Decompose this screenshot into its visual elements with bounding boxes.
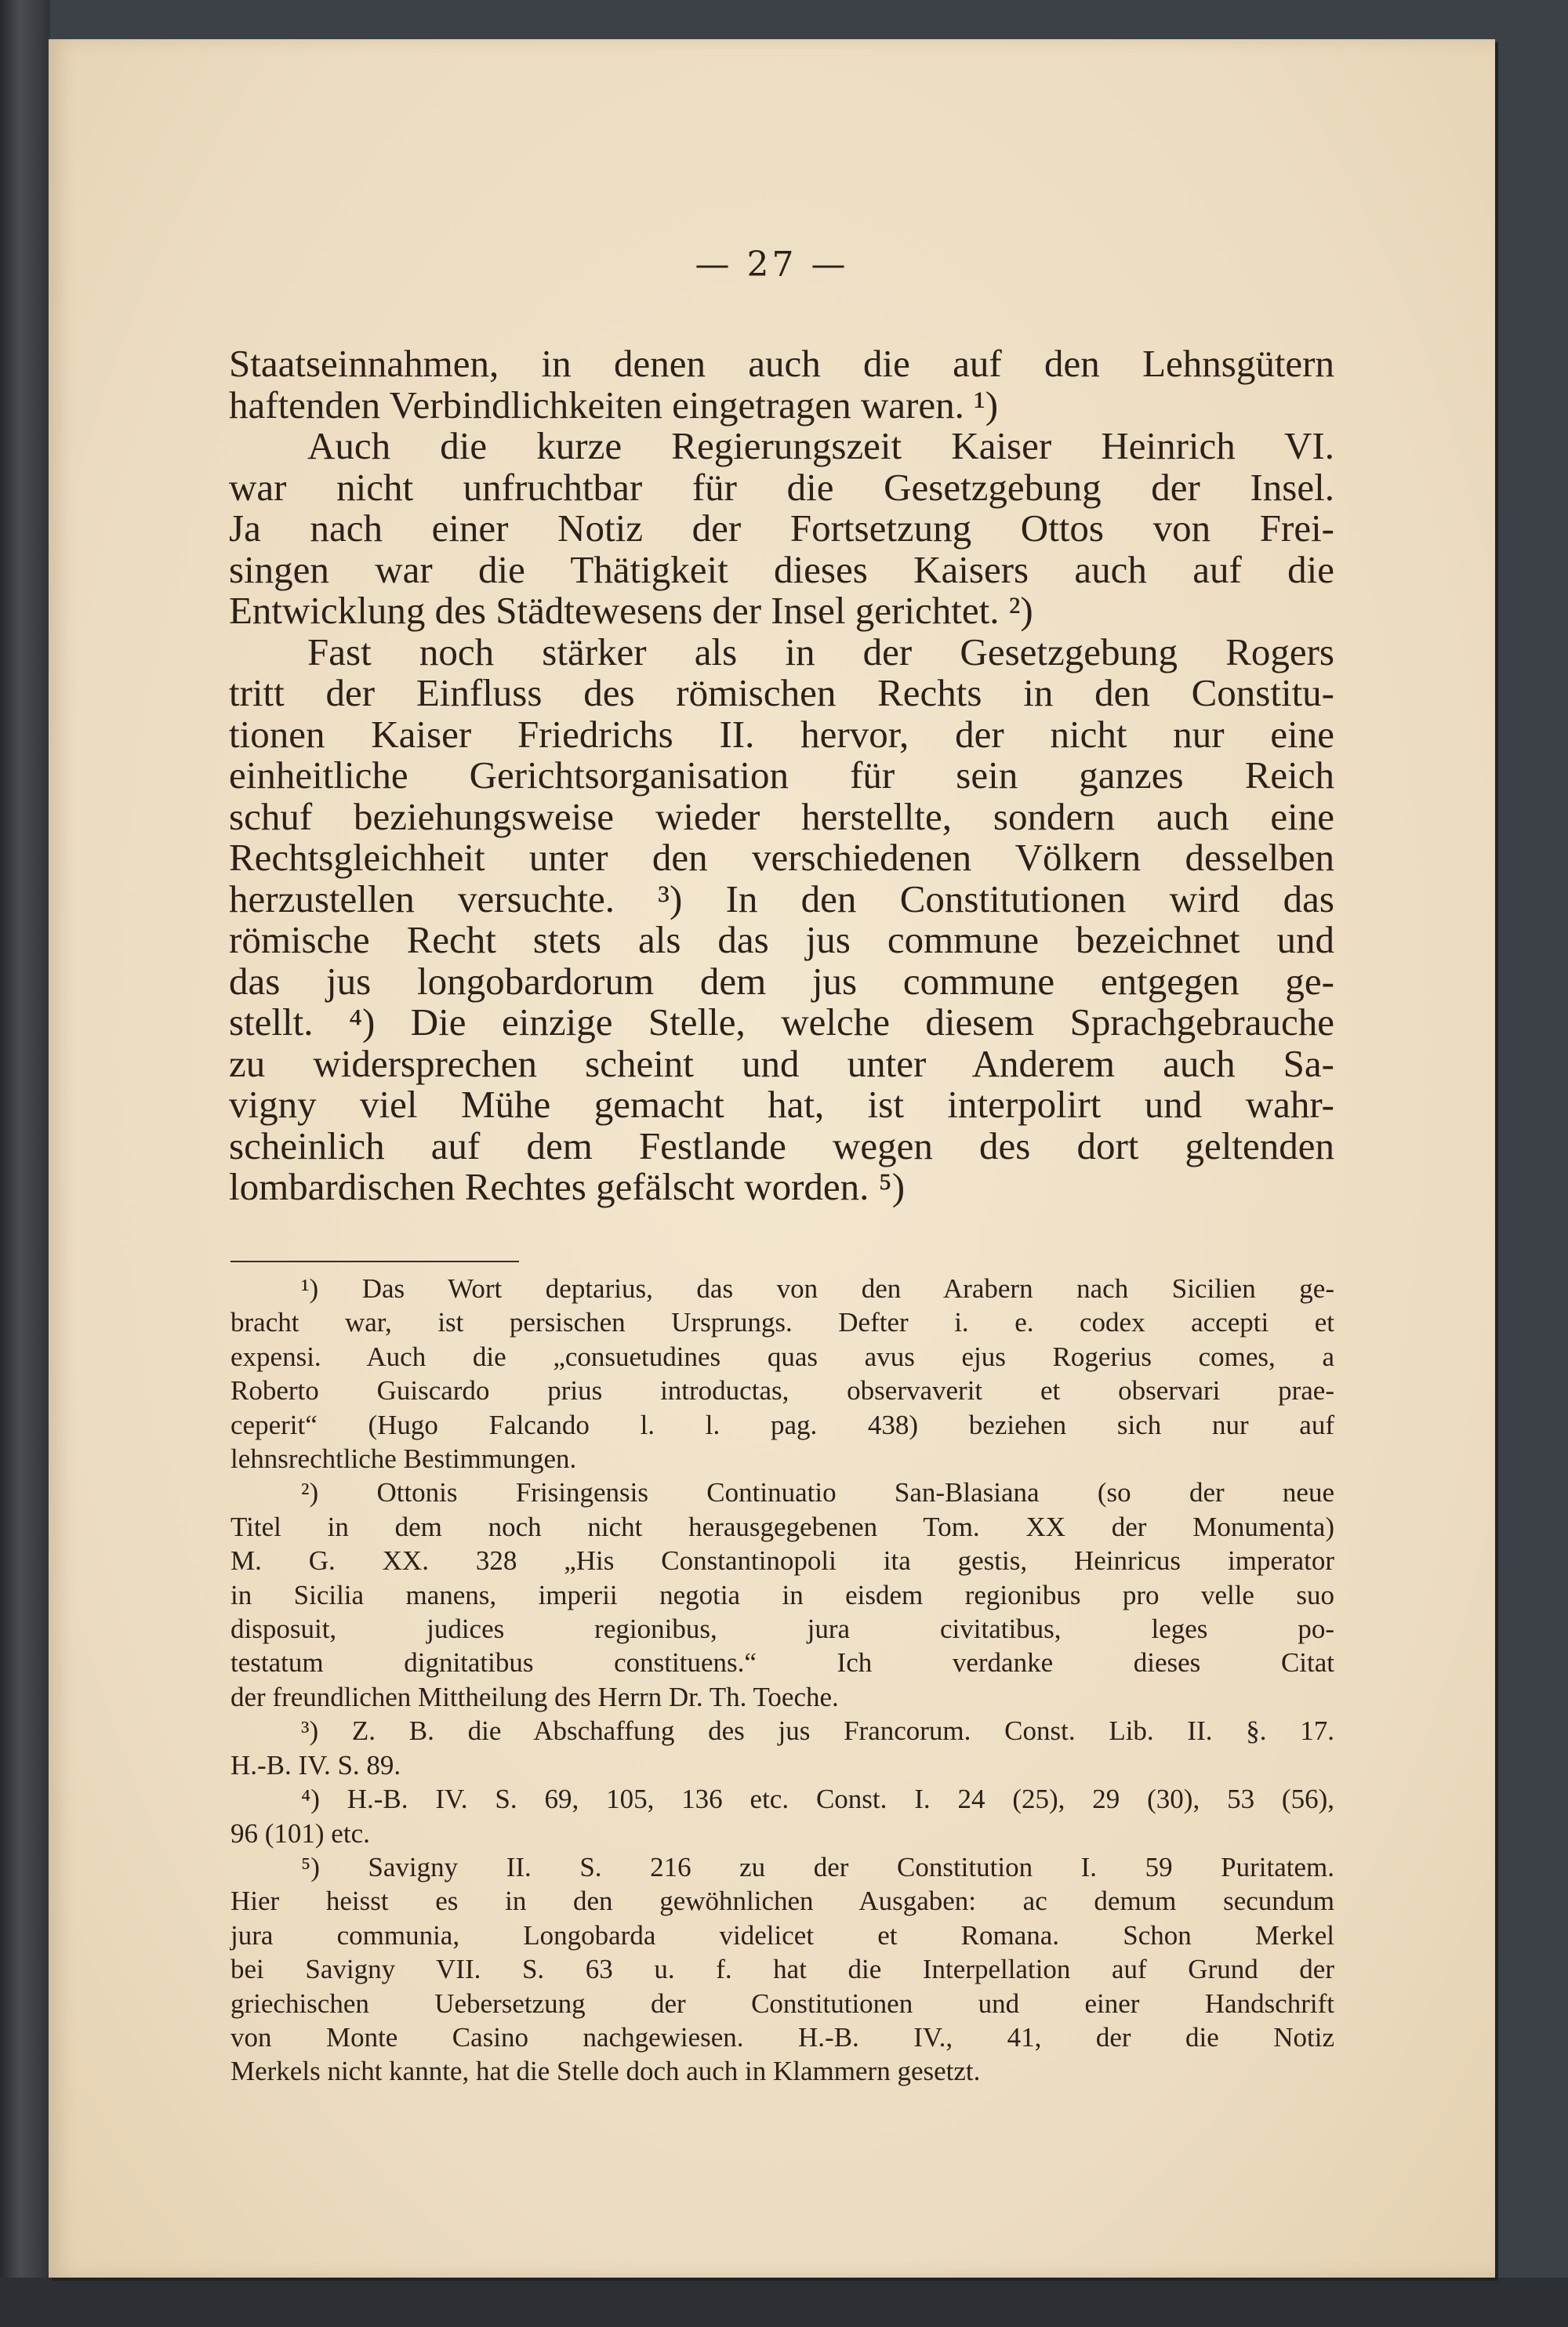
footnote-line: lehnsrechtliche Bestimmungen. [230, 1443, 577, 1475]
text-line: Ja nach einer Notiz der Fortsetzung Ottos von Frei- [229, 506, 1334, 550]
footnote-line: Hier heisst es in den gewöhnlichen Ausgaben: ac demum secundum [230, 1886, 1334, 1917]
text-line: das jus longobardorum dem jus commune entgegen ge- [229, 959, 1334, 1003]
text-line: Entwicklung des Städtewesens der Insel gerichtet. ²) [229, 589, 1033, 632]
text-line: lombardischen Rechtes gefälscht worden. ⁵) [229, 1165, 906, 1208]
footnote-line: ²) Ottonis Frisingensis Continuatio San-Blasiana (so der neue [301, 1477, 1334, 1508]
text-line: scheinlich auf dem Festlande wegen des dort geltenden [229, 1124, 1334, 1167]
footnote-line: von Monte Casino nachgewiesen. H.-B. IV., 41, der die Notiz [230, 2021, 1334, 2053]
footnote-line: expensi. Auch die „consuetudines quas avus ejus Rogerius comes, a [230, 1341, 1334, 1372]
footnote-line: in Sicilia manens, imperii negotia in eisdem regionibus pro velle suo [230, 1579, 1334, 1610]
text-line: Fast noch stärker als in der Gesetzgebung Rogers [307, 630, 1334, 673]
footnote-line: jura communia, Longobarda videlicet et Romana. Schon Merkel [230, 1919, 1334, 1951]
text-line: vigny viel Mühe gemacht hat, ist interpolirt und wahr- [229, 1083, 1334, 1126]
footnote-line: der freundlichen Mittheilung des Herrn Dr. Th. Toeche. [230, 1681, 839, 1712]
text-line: zu widersprechen scheint und unter Anderem auch Sa- [229, 1041, 1334, 1085]
text-line: war nicht unfruchtbar für die Gesetzgebung der Insel. [229, 465, 1334, 509]
footnote-line: M. G. XX. 328 „His Constantinopoli ita gestis, Heinricus imperator [230, 1545, 1334, 1577]
text-line: stellt. ⁴) Die einzige Stelle, welche diesem Sprachgebrauche [229, 1000, 1334, 1044]
footnote-line: griechischen Uebersetzung der Constitutionen und einer Handschrift [230, 1988, 1334, 2019]
footnote-line: H.-B. IV. S. 89. [230, 1749, 401, 1781]
footnote-line: bracht war, ist persischen Ursprungs. Defter i. e. codex accepti et [230, 1307, 1334, 1338]
text-line: haftenden Verbindlichkeiten eingetragen waren. ¹) [229, 383, 999, 427]
text-line: Rechtsgleichheit unter den verschiedenen Völkern desselben [229, 836, 1334, 879]
text-line: schuf beziehungsweise wieder herstellte, sondern auch eine [229, 794, 1334, 838]
footnote-line: Merkels nicht kannte, hat die Stelle doch auch in Klammern gesetzt. [230, 2056, 981, 2087]
scan-background-bottom [0, 2278, 1568, 2327]
footnote-line: ¹) Das Wort deptarius, das von den Arabern nach Sicilien ge- [301, 1273, 1334, 1304]
text-line: Staatseinnahmen, in denen auch die auf den Lehnsgütern [229, 342, 1334, 385]
footnote-line: ³) Z. B. die Abschaffung des jus Francorum. Const. Lib. II. §. 17. [301, 1715, 1334, 1747]
footnote-line: ⁵) Savigny II. S. 216 zu der Constitution I. 59 Puritatem. [301, 1851, 1334, 1882]
footnote-line: ceperit“ (Hugo Falcando l. l. pag. 438) beziehen sich nur auf [230, 1409, 1334, 1440]
text-line: einheitliche Gerichtsorganisation für sein ganzes Reich [229, 753, 1334, 797]
footnotes [230, 1272, 1334, 2089]
text-line: singen war die Thätigkeit dieses Kaisers auch auf die [229, 547, 1334, 591]
footnote-line: Titel in dem noch nicht herausgegebenen Tom. XX der Monumenta) [230, 1511, 1334, 1542]
scan-background-left [0, 0, 50, 2327]
main-text [229, 343, 1334, 1208]
footnote-line: ⁴) H.-B. IV. S. 69, 105, 136 etc. Const. I. 24 (25), 29 (30), 53 (56), [301, 1784, 1334, 1815]
text-line: Auch die kurze Regierungszeit Kaiser Heinrich VI. [307, 424, 1334, 467]
footnote-line: Roberto Guiscardo prius introductas, observaverit et observari prae- [230, 1375, 1334, 1407]
page-number: — 27 — [695, 245, 849, 285]
footnote-line: bei Savigny VII. S. 63 u. f. hat die Interpellation auf Grund der [230, 1954, 1334, 1985]
text-line: tionen Kaiser Friedrichs II. hervor, der nicht nur eine [229, 712, 1334, 756]
footnote-line: 96 (101) etc. [230, 1817, 370, 1849]
footnote-divider [230, 1261, 519, 1262]
footnote-line: disposuit, judices regionibus, jura civitatibus, leges po- [230, 1614, 1334, 1645]
text-line: herzustellen versuchte. ³) In den Constitutionen wird das [229, 877, 1334, 920]
text-line: tritt der Einfluss des römischen Rechts in den Constitu- [229, 671, 1334, 714]
text-line: römische Recht stets als das jus commune bezeichnet und [229, 918, 1334, 961]
book-page [49, 39, 1495, 2278]
footnote-line: testatum dignitatibus constituens.“ Ich verdanke dieses Citat [230, 1647, 1334, 1679]
